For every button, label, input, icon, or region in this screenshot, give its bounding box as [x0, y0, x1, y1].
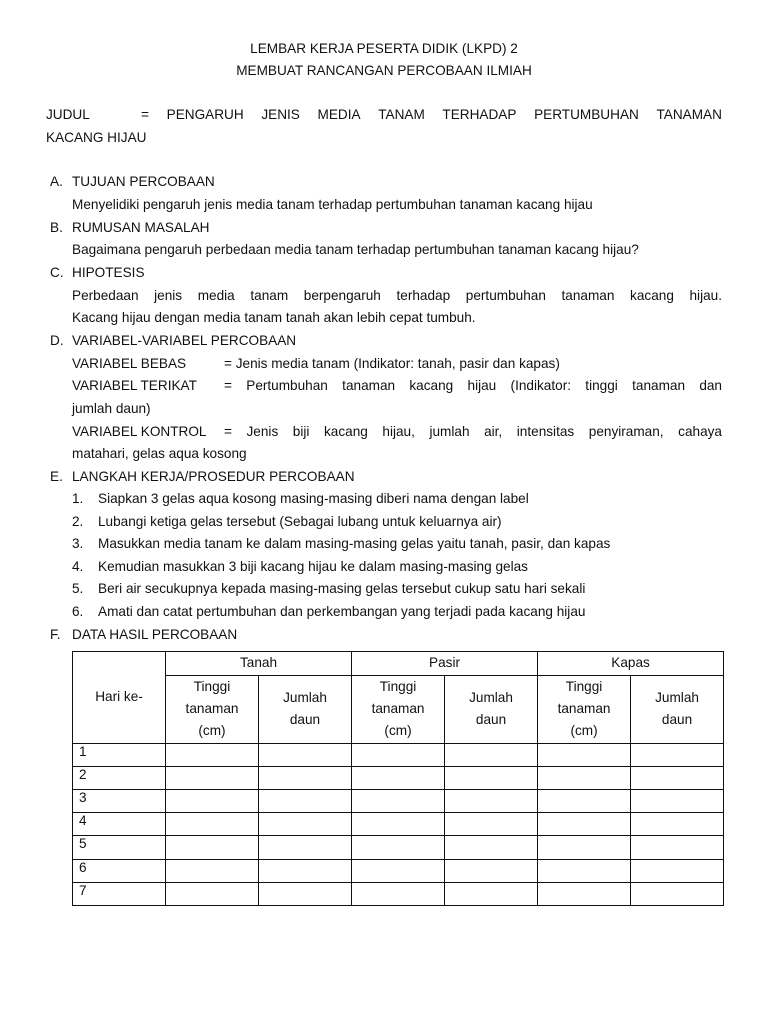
section-letter: B. — [50, 220, 63, 235]
variabel-terikat-value-2: jumlah daun) — [72, 401, 151, 416]
day-cell: 3 — [73, 789, 166, 812]
group-header-tanah: Tanah — [166, 652, 352, 676]
step-number: 2. — [72, 513, 84, 529]
section-letter: E. — [50, 469, 63, 484]
group-header-pasir: Pasir — [352, 652, 538, 676]
day-cell: 4 — [73, 813, 166, 836]
section-title: VARIABEL-VARIABEL PERCOBAAN — [72, 333, 297, 348]
step-text: Beri air secukupnya kepada masing-masing gelas tersebut cukup satu hari sekali — [98, 581, 586, 597]
step-text: Siapkan 3 gelas aqua kosong masing-masing diberi nama dengan label — [98, 491, 529, 506]
table-row — [73, 859, 724, 882]
variabel-bebas — [72, 353, 722, 376]
data-table — [72, 651, 724, 906]
step-text: Lubangi ketiga gelas tersebut (Sebagai lubang untuk keluarnya air) — [98, 513, 502, 529]
day-cell: 7 — [73, 882, 166, 905]
judul-word: PENGARUH — [166, 107, 244, 122]
judul-word: TANAMAN — [656, 107, 722, 122]
variabel-kontrol-label: VARIABEL KONTROL — [72, 424, 207, 439]
section-letter: D. — [50, 333, 64, 348]
section-c-text-2: Kacang hijau dengan media tanam tanah akan lebih cepat tumbuh. — [72, 310, 476, 325]
table-row — [73, 813, 724, 836]
judul-word: MEDIA — [317, 107, 361, 122]
table-row — [73, 743, 724, 766]
variabel-bebas-value: = Jenis media tanam (Indikator: tanah, pasir dan kapas) — [224, 356, 560, 371]
day-cell: 6 — [73, 859, 166, 882]
section-title: DATA HASIL PERCOBAAN — [72, 627, 238, 642]
list-item — [72, 533, 722, 556]
variabel-kontrol-value-2: matahari, gelas aqua kosong — [72, 446, 247, 461]
step-number: 3. — [72, 536, 84, 552]
judul-word: PERTUMBUHAN — [534, 107, 639, 122]
step-number: 5. — [72, 581, 84, 597]
list-item — [72, 578, 722, 601]
title-line-1: LEMBAR KERJA PESERTA DIDIK (LKPD) 2 — [250, 41, 518, 56]
list-item — [72, 601, 722, 624]
jumlah-header: Jumlah daun — [259, 675, 352, 743]
section-letter: F. — [50, 627, 61, 642]
day-cell: 1 — [73, 743, 166, 766]
section-letter: A. — [50, 174, 63, 189]
step-number: 1. — [72, 491, 84, 506]
step-text: Kemudian masukkan 3 biji kacang hijau ke dalam masing-masing gelas — [98, 558, 528, 574]
variabel-bebas-label: VARIABEL BEBAS — [72, 356, 187, 371]
judul-line-2: KACANG HIJAU — [46, 129, 147, 145]
day-cell: 2 — [73, 766, 166, 789]
variabel-terikat — [72, 375, 722, 398]
step-number: 4. — [72, 558, 84, 574]
steps-list — [72, 488, 722, 624]
judul-word: JENIS — [261, 107, 300, 122]
section-b-text: Bagaimana pengaruh perbedaan media tanam terhadap pertumbuhan tanaman kacang hijau? — [72, 242, 639, 257]
day-cell: 5 — [73, 836, 166, 859]
title-line-2: MEMBUAT RANCANGAN PERCOBAAN ILMIAH — [236, 63, 532, 78]
judul-eq: = — [141, 107, 149, 122]
section-title: LANGKAH KERJA/PROSEDUR PERCOBAAN — [72, 469, 355, 484]
judul-block — [46, 104, 722, 149]
table-row — [73, 882, 724, 905]
jumlah-header: Jumlah daun — [631, 675, 724, 743]
variabel-terikat-label: VARIABEL TERIKAT — [72, 378, 197, 393]
list-item — [72, 488, 722, 511]
step-text: Masukkan media tanam ke dalam masing-masing gelas yaitu tanah, pasir, dan kapas — [98, 536, 611, 552]
step-number: 6. — [72, 603, 84, 619]
tinggi-header: Tinggi tanaman (cm) — [352, 675, 445, 743]
section-c-text-1: Perbedaan jenis media tanam berpengaruh terhadap pertumbuhan tanaman kacang hijau. — [72, 288, 722, 303]
variabel-terikat-value: = Pertumbuhan tanaman kacang hijau (Indikator: tinggi tanaman dan — [224, 378, 722, 393]
judul-word: TANAM — [378, 107, 425, 122]
section-title: RUMUSAN MASALAH — [72, 220, 210, 235]
list-item — [72, 556, 722, 579]
section-title: TUJUAN PERCOBAAN — [72, 174, 215, 189]
section-a-text: Menyelidiki pengaruh jenis media tanam terhadap pertumbuhan tanaman kacang hijau — [72, 197, 593, 212]
group-header-kapas: Kapas — [538, 652, 724, 676]
step-text: Amati dan catat pertumbuhan dan perkembangan yang terjadi pada kacang hijau — [98, 603, 586, 619]
table-row — [73, 766, 724, 789]
table-row — [73, 836, 724, 859]
judul-label: JUDUL — [46, 107, 90, 122]
judul-word: TERHADAP — [442, 107, 517, 122]
jumlah-header: Jumlah daun — [445, 675, 538, 743]
tinggi-header: Tinggi tanaman (cm) — [538, 675, 631, 743]
variabel-kontrol-value: = Jenis biji kacang hijau, jumlah air, intensitas penyiraman, cahaya — [224, 424, 722, 439]
list-item — [72, 511, 722, 534]
section-title: HIPOTESIS — [72, 265, 145, 280]
hari-header: Hari ke- — [73, 652, 166, 744]
tinggi-header: Tinggi tanaman (cm) — [166, 675, 259, 743]
table-row — [73, 789, 724, 812]
section-letter: C. — [50, 265, 64, 280]
variabel-kontrol — [72, 421, 722, 444]
